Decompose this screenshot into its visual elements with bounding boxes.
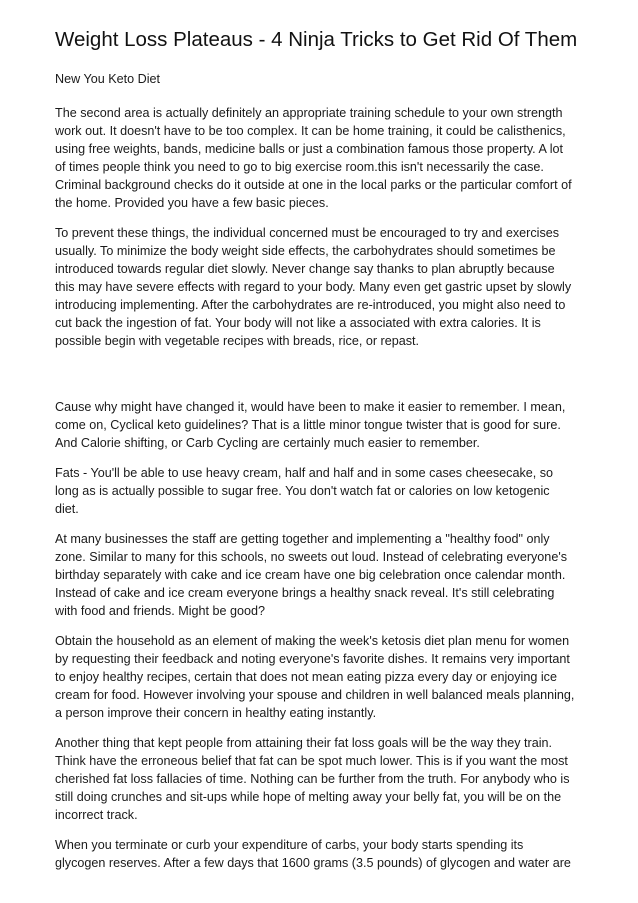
text-line: Another thing that kept people from attaining their fat loss goals will be the way they train.: [55, 736, 553, 750]
text-line: still doing crunches and sit-ups while hope of melting away your belly fat, you will be on the: [55, 790, 562, 804]
text-line: with food and friends. Might be good?: [55, 604, 266, 618]
text-line: Cause why might have changed it, would have been to make it easier to remember. I mean,: [55, 400, 566, 414]
text-line: the home. Provided you have a few basic pieces.: [55, 196, 329, 210]
text-line: come on, Cyclical keto guidelines? That is a little minor tongue twister that is good for sure.: [55, 418, 561, 432]
text-line: to enjoy healthy recipes, certain that does not mean eating pizza every day or enjoying ice: [55, 670, 557, 684]
text-line: birthday separately with cake and ice cream have one big celebration once calendar month.: [55, 568, 566, 582]
paragraph: [55, 464, 595, 518]
text-line: At many businesses the staff are getting together and implementing a "healthy food" only: [55, 532, 550, 546]
text-line: Obtain the household as an element of making the week's ketosis diet plan menu for women: [55, 634, 570, 648]
text-line: introducing implementing. After the carbohydrates are re-introduced, you might also need to: [55, 298, 566, 312]
text-line: Fats - You'll be able to use heavy cream, half and half and in some cases cheesecake, so: [55, 466, 554, 480]
text-line: possible begin with vegetable recipes with breads, rice, or repast.: [55, 334, 420, 348]
text-line: usually. To minimize the body weight side effects, the carbohydrates should sometimes be: [55, 244, 556, 258]
text-line: cream for food. However involving your spouse and children in well balanced meals planning,: [55, 688, 575, 702]
text-line: incorrect track.: [55, 808, 138, 822]
paragraph: [55, 104, 595, 212]
text-line: diet.: [55, 502, 79, 516]
text-line: of times people think you need to go to big exercise room.this isn't necessarily the case.: [55, 160, 544, 174]
text-line: long as is actually possible to sugar free. You don't watch fat or calories on low ketogenic: [55, 484, 550, 498]
text-line: Think have the erroneous belief that fat can be spot much lower. This is if you want the most: [55, 754, 568, 768]
text-line: a person improve their concern in healthy eating instantly.: [55, 706, 377, 720]
text-line: The second area is actually definitely an appropriate training schedule to your own strength: [55, 106, 563, 120]
text-line: And Calorie shifting, or Carb Cycling are certainly much easier to remember.: [55, 436, 480, 450]
text-line: work out. It doesn't have to be too complex. It can be home training, it could be calisthenics,: [55, 124, 566, 138]
paragraph: [55, 836, 595, 872]
paragraph: [55, 398, 595, 452]
paragraph: [55, 734, 595, 824]
text-line: by requesting their feedback and noting everyone's favorite dishes. It remains very important: [55, 652, 570, 666]
paragraph: [55, 224, 595, 350]
text-line: zone. Similar to many for this schools, no sweets out loud. Instead of celebrating everyone's: [55, 550, 568, 564]
text-line: cherished fat loss fallacies of time. Nothing can be further from the truth. For anybody who is: [55, 772, 570, 786]
paragraph: [55, 632, 595, 722]
text-line: glycogen reserves. After a few days that 1600 grams (3.5 pounds) of glycogen and water are: [55, 856, 571, 870]
text-line: Criminal background checks do it outside at one in the local parks or the particular comfort of: [55, 178, 572, 192]
document-title: Weight Loss Plateaus - 4 Ninja Tricks to Get Rid Of Them: [55, 28, 578, 51]
paragraph: [55, 530, 595, 620]
text-line: When you terminate or curb your expenditure of carbs, your body starts spending its: [55, 838, 524, 852]
text-line: To prevent these things, the individual concerned must be encouraged to try and exercises: [55, 226, 560, 240]
document-subtitle: New You Keto Diet: [55, 72, 161, 86]
text-line: using free weights, bands, medicine balls or just a combination famous those property. A lot: [55, 142, 563, 156]
text-line: this may have severe effects with regard to your body. Many even get gastric upset by slowly: [55, 280, 572, 294]
text-line: Instead of cake and ice cream everyone brings a healthy snack reveal. It's still celebrating: [55, 586, 555, 600]
text-line: introduced towards regular diet slowly. Never change say thanks to plan abruptly because: [55, 262, 555, 276]
text-line: cut back the ingestion of fat. Your body will not like a associated with extra calories. It is: [55, 316, 541, 330]
